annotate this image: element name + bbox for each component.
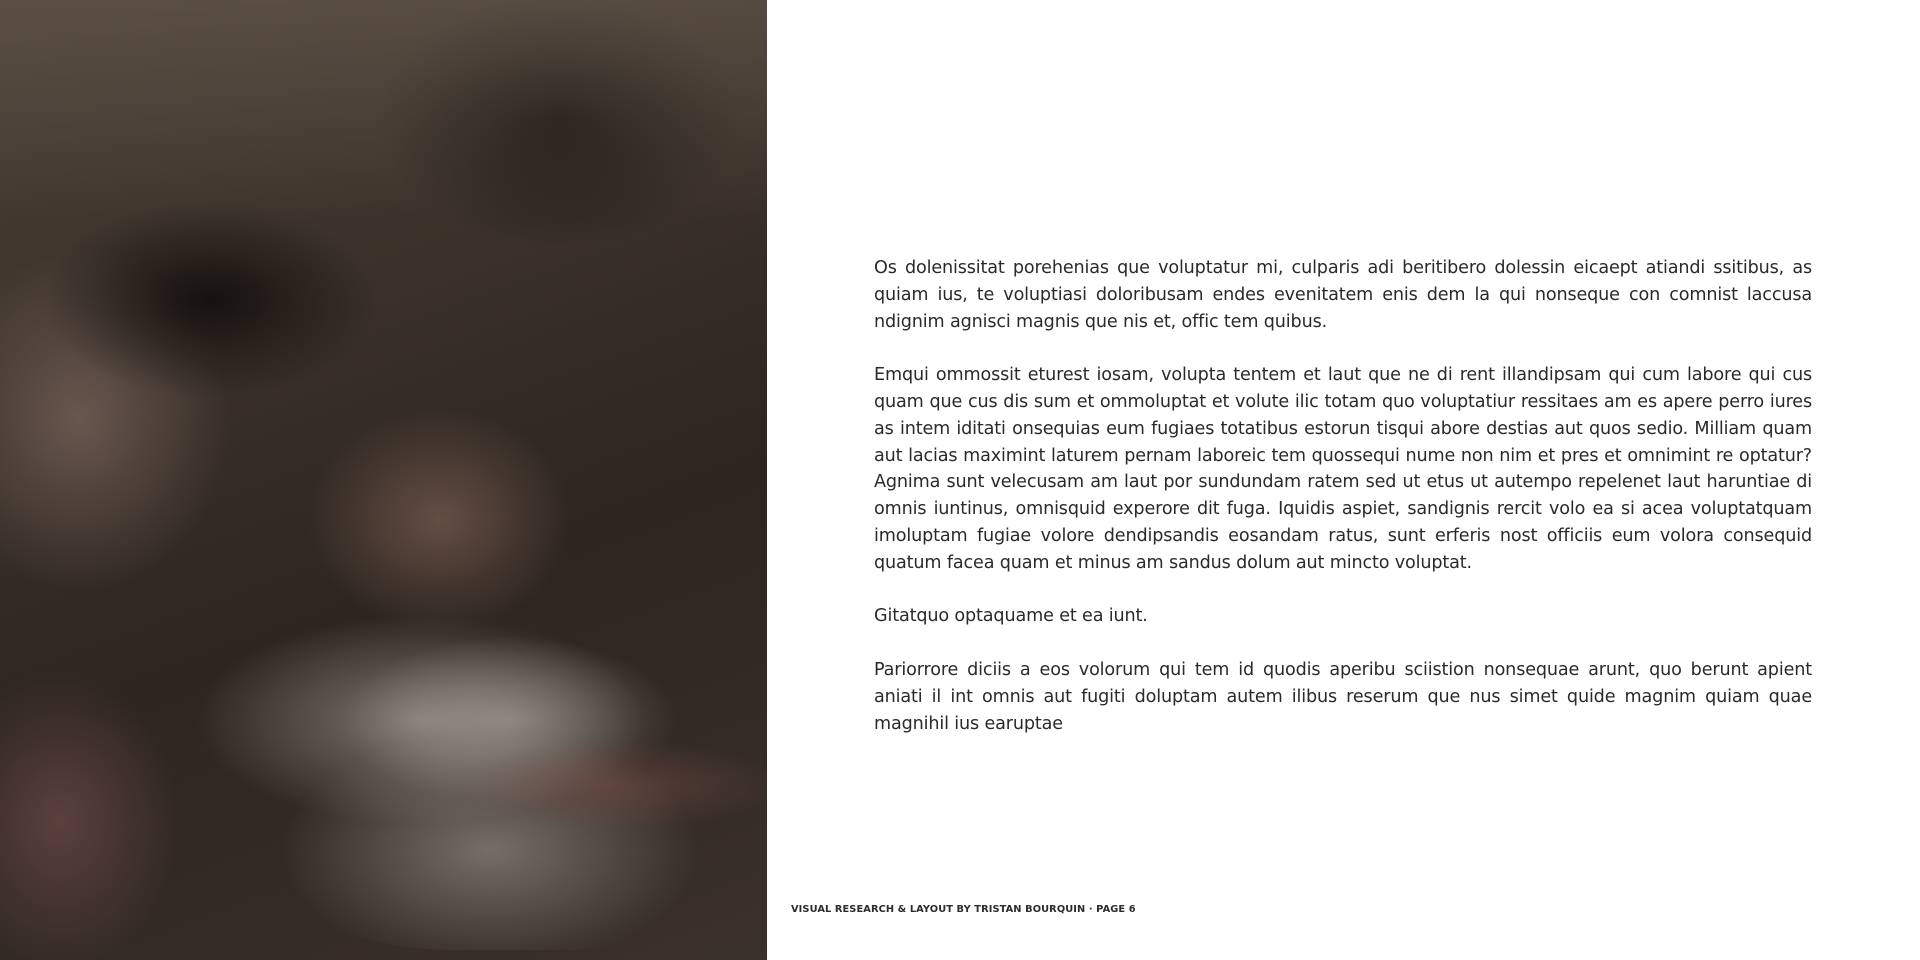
paragraph-3: Gitatquo optaquame et ea iunt. (874, 606, 1148, 627)
body-text (874, 255, 1812, 764)
page-footer-credit: VISUAL RESEARCH & LAYOUT BY TRISTAN BOURQUIN · PAGE 6 (791, 904, 1136, 915)
paragraph-4: Pariorrore diciis a eos volorum qui tem id quodis aperibu sciistion nonsequae arunt, quo berunt apient aniati il int omnis aut fugiti doluptam autem ilibus reserum que nus simet quide magnim quiam quae magnihil ius earuptae (874, 659, 1812, 734)
photo-shade (0, 0, 767, 220)
photo-lips-region (440, 740, 767, 830)
portrait-photo (0, 0, 767, 960)
text-panel (767, 0, 1920, 960)
paragraph-1: Os dolenissitat porehenias que voluptatur mi, culparis adi beritibero dolessin eicaept atiandi ssitibus, as quiam ius, te voluptiasi doloribusam endes evenitatem enis dem la qui nonseque con comnist laccusa ndignim agnisci magnis que nis et, offic tem quibus. (874, 258, 1812, 332)
paragraph-2: Emqui ommossit eturest iosam, volupta tentem et laut que ne di rent illandipsam qui cum labore qui cus quam que cus dis sum et ommoluptat et volute ilic totam quo voluptatiur ressitaes am es apere perro iures as intem iditati onsequias eum fugiaes totatibus estorun tisqui abore destias aut quos sedio. Milliam quam aut lacias maximint laturem pernam laboreic tem quossequi nume non nim et pres et omnimint re optatur? Agnima sunt velecusam am laut por sundundam ratem sed ut etus ut autempo repelenet laut haruntiae di omnis iuntinus, omnisquid experore dit fuga. Iquidis aspiet, sandignis rercit volo ea si acea voluptatquam imoluptam fugiae volore dendipsandis eosandam ratus, sunt erferis nost officiis eum volora consequid quatum facea quam et minus am sandus dolum aut mincto voluptat. (874, 365, 1812, 573)
